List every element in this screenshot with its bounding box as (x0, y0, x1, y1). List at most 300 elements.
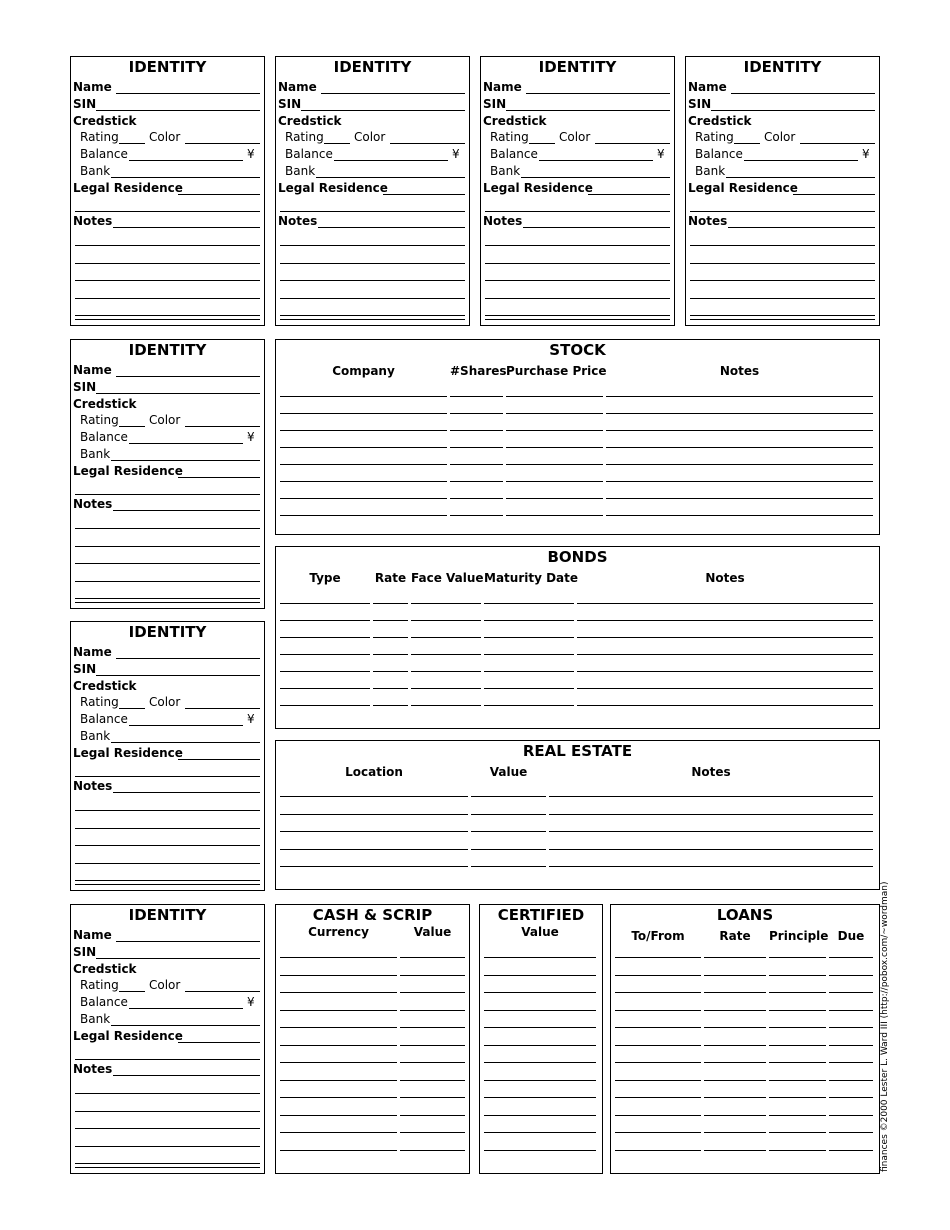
table-cell-line[interactable] (280, 1080, 397, 1081)
table-cell-line[interactable] (606, 498, 873, 499)
table-cell-line[interactable] (280, 992, 397, 993)
bank-field[interactable] (316, 177, 465, 178)
table-cell-line[interactable] (549, 814, 873, 815)
name-label: Name (483, 80, 522, 94)
bank-field[interactable] (111, 1025, 260, 1026)
legal-residence-field-2[interactable] (75, 494, 260, 495)
table-cell-line[interactable] (471, 866, 546, 867)
notes-line[interactable] (75, 1111, 260, 1112)
table-cell-line[interactable] (769, 992, 826, 993)
sin-field[interactable] (96, 958, 260, 959)
table-cell-line[interactable] (450, 498, 503, 499)
notes-field[interactable] (113, 792, 260, 793)
notes-line[interactable] (75, 884, 260, 885)
table-cell-line[interactable] (615, 957, 701, 958)
table-cell-line[interactable] (484, 1097, 596, 1098)
table-cell-line[interactable] (704, 1027, 766, 1028)
legal-residence-field[interactable] (178, 477, 260, 478)
table-cell-line[interactable] (450, 396, 503, 397)
notes-line[interactable] (690, 263, 875, 264)
bank-field[interactable] (111, 742, 260, 743)
table-cell-line[interactable] (606, 447, 873, 448)
balance-field[interactable] (129, 443, 243, 444)
table-cell-line[interactable] (280, 515, 447, 516)
balance-field[interactable] (129, 160, 243, 161)
notes-line[interactable] (485, 245, 670, 246)
table-cell-line[interactable] (829, 1115, 873, 1116)
legal-residence-label: Legal Residence (688, 181, 798, 195)
table-cell-line[interactable] (280, 671, 370, 672)
color-label: Color (149, 695, 181, 709)
table-cell-line[interactable] (411, 620, 481, 621)
notes-line[interactable] (75, 563, 260, 564)
table-cell-line[interactable] (450, 481, 503, 482)
notes-line[interactable] (485, 298, 670, 299)
table-cell-line[interactable] (829, 1027, 873, 1028)
name-field[interactable] (526, 93, 670, 94)
legal-residence-field-2[interactable] (485, 211, 670, 212)
sin-label: SIN (73, 662, 97, 676)
table-cell-line[interactable] (577, 671, 873, 672)
table-cell-line[interactable] (280, 1132, 397, 1133)
section-title: IDENTITY (128, 58, 207, 76)
table-cell-line[interactable] (549, 796, 873, 797)
table-cell-line[interactable] (373, 637, 408, 638)
table-cell-line[interactable] (280, 705, 370, 706)
table-cell-line[interactable] (606, 464, 873, 465)
color-field[interactable] (390, 143, 465, 144)
color-field[interactable] (595, 143, 670, 144)
notes-field[interactable] (523, 227, 670, 228)
name-field[interactable] (116, 93, 260, 94)
table-cell-line[interactable] (280, 849, 468, 850)
table-cell-line[interactable] (829, 1062, 873, 1063)
table-cell-line[interactable] (400, 1080, 465, 1081)
legal-residence-field-2[interactable] (75, 1059, 260, 1060)
table-cell-line[interactable] (704, 1150, 766, 1151)
yen-symbol: ¥ (862, 147, 870, 161)
legal-residence-field-2[interactable] (280, 211, 465, 212)
table-cell-line[interactable] (615, 975, 701, 976)
column-header: Maturity Date (484, 571, 579, 585)
table-cell-line[interactable] (829, 992, 873, 993)
notes-line[interactable] (75, 280, 260, 281)
table-cell-line[interactable] (484, 1045, 596, 1046)
table-cell-line[interactable] (506, 413, 603, 414)
table-cell-line[interactable] (484, 957, 596, 958)
table-cell-line[interactable] (769, 1062, 826, 1063)
table-cell-line[interactable] (280, 1045, 397, 1046)
notes-line[interactable] (75, 528, 260, 529)
table-cell-line[interactable] (411, 637, 481, 638)
color-field[interactable] (800, 143, 875, 144)
table-cell-line[interactable] (704, 975, 766, 976)
table-cell-line[interactable] (769, 1010, 826, 1011)
table-cell-line[interactable] (506, 515, 603, 516)
table-cell-line[interactable] (484, 1080, 596, 1081)
section-title: IDENTITY (333, 58, 412, 76)
rating-field[interactable] (119, 143, 145, 144)
rating-label: Rating (285, 130, 324, 144)
sin-field[interactable] (96, 675, 260, 676)
sin-field[interactable] (96, 393, 260, 394)
notes-line[interactable] (75, 810, 260, 811)
table-cell-line[interactable] (615, 1045, 701, 1046)
sin-label: SIN (73, 380, 97, 394)
table-cell-line[interactable] (471, 796, 546, 797)
sin-field[interactable] (301, 110, 465, 111)
table-cell-line[interactable] (400, 992, 465, 993)
table-cell-line[interactable] (400, 1132, 465, 1133)
table-cell-line[interactable] (769, 1080, 826, 1081)
table-cell-line[interactable] (411, 688, 481, 689)
rating-field[interactable] (529, 143, 555, 144)
notes-line[interactable] (75, 1167, 260, 1168)
notes-line[interactable] (75, 845, 260, 846)
color-field[interactable] (185, 143, 260, 144)
bank-field[interactable] (111, 177, 260, 178)
table-cell-line[interactable] (280, 637, 370, 638)
table-cell-line[interactable] (506, 430, 603, 431)
section-title: IDENTITY (743, 58, 822, 76)
table-cell-line[interactable] (484, 1027, 596, 1028)
table-cell-line[interactable] (484, 671, 574, 672)
table-cell-line[interactable] (615, 1132, 701, 1133)
rating-field[interactable] (119, 426, 145, 427)
table-cell-line[interactable] (400, 1115, 465, 1116)
table-cell-line[interactable] (615, 1150, 701, 1151)
table-cell-line[interactable] (577, 654, 873, 655)
table-cell-line[interactable] (769, 1150, 826, 1151)
notes-line[interactable] (75, 1093, 260, 1094)
table-cell-line[interactable] (411, 654, 481, 655)
table-cell-line[interactable] (615, 1097, 701, 1098)
notes-line[interactable] (690, 319, 875, 320)
color-label: Color (149, 130, 181, 144)
notes-line[interactable] (280, 280, 465, 281)
notes-label: Notes (73, 214, 113, 228)
table-cell-line[interactable] (484, 975, 596, 976)
notes-line[interactable] (75, 1163, 260, 1164)
legal-residence-label: Legal Residence (73, 1029, 183, 1043)
name-field[interactable] (116, 658, 260, 659)
table-cell-line[interactable] (373, 620, 408, 621)
table-cell-line[interactable] (704, 1115, 766, 1116)
name-field[interactable] (116, 941, 260, 942)
table-cell-line[interactable] (484, 1150, 596, 1151)
name-field[interactable] (731, 93, 875, 94)
balance-label: Balance (80, 147, 128, 161)
table-cell-line[interactable] (400, 975, 465, 976)
notes-line[interactable] (75, 315, 260, 316)
color-field[interactable] (185, 991, 260, 992)
color-field[interactable] (185, 426, 260, 427)
table-cell-line[interactable] (484, 705, 574, 706)
table-cell-line[interactable] (280, 464, 447, 465)
table-cell-line[interactable] (400, 1062, 465, 1063)
legal-residence-field[interactable] (793, 194, 875, 195)
notes-field[interactable] (113, 1075, 260, 1076)
table-cell-line[interactable] (769, 975, 826, 976)
table-cell-line[interactable] (606, 481, 873, 482)
table-cell-line[interactable] (400, 1045, 465, 1046)
table-cell-line[interactable] (506, 481, 603, 482)
table-cell-line[interactable] (280, 975, 397, 976)
legal-residence-field[interactable] (383, 194, 465, 195)
notes-line[interactable] (75, 319, 260, 320)
yen-symbol: ¥ (247, 995, 255, 1009)
table-cell-line[interactable] (615, 992, 701, 993)
table-cell-line[interactable] (615, 1115, 701, 1116)
notes-line[interactable] (690, 245, 875, 246)
table-cell-line[interactable] (411, 705, 481, 706)
sin-field[interactable] (506, 110, 670, 111)
table-cell-line[interactable] (471, 814, 546, 815)
table-cell-line[interactable] (549, 849, 873, 850)
table-cell-line[interactable] (373, 705, 408, 706)
table-cell-line[interactable] (373, 603, 408, 604)
table-cell-line[interactable] (549, 831, 873, 832)
notes-line[interactable] (75, 263, 260, 264)
table-cell-line[interactable] (373, 654, 408, 655)
legal-residence-field[interactable] (588, 194, 670, 195)
table-cell-line[interactable] (829, 957, 873, 958)
table-cell-line[interactable] (280, 957, 397, 958)
table-cell-line[interactable] (506, 498, 603, 499)
rating-field[interactable] (119, 991, 145, 992)
column-header: Value (521, 925, 559, 939)
balance-field[interactable] (129, 725, 243, 726)
certified-section (479, 904, 603, 1174)
table-cell-line[interactable] (704, 957, 766, 958)
table-cell-line[interactable] (280, 1062, 397, 1063)
table-cell-line[interactable] (280, 866, 468, 867)
notes-line[interactable] (75, 1146, 260, 1147)
notes-line[interactable] (485, 263, 670, 264)
table-cell-line[interactable] (280, 1010, 397, 1011)
table-cell-line[interactable] (484, 1010, 596, 1011)
table-cell-line[interactable] (615, 1080, 701, 1081)
table-cell-line[interactable] (280, 814, 468, 815)
table-cell-line[interactable] (484, 654, 574, 655)
table-cell-line[interactable] (484, 603, 574, 604)
bank-field[interactable] (111, 460, 260, 461)
table-cell-line[interactable] (280, 413, 447, 414)
notes-line[interactable] (280, 245, 465, 246)
notes-line[interactable] (75, 602, 260, 603)
balance-field[interactable] (129, 1008, 243, 1009)
table-cell-line[interactable] (704, 1045, 766, 1046)
notes-line[interactable] (690, 298, 875, 299)
table-cell-line[interactable] (769, 1027, 826, 1028)
balance-field[interactable] (334, 160, 448, 161)
notes-field[interactable] (113, 227, 260, 228)
table-cell-line[interactable] (704, 1080, 766, 1081)
table-cell-line[interactable] (577, 705, 873, 706)
table-cell-line[interactable] (280, 396, 447, 397)
table-cell-line[interactable] (450, 447, 503, 448)
legal-residence-field[interactable] (178, 759, 260, 760)
notes-line[interactable] (75, 546, 260, 547)
notes-line[interactable] (690, 280, 875, 281)
table-cell-line[interactable] (484, 1062, 596, 1063)
table-cell-line[interactable] (400, 1097, 465, 1098)
table-cell-line[interactable] (450, 515, 503, 516)
table-cell-line[interactable] (829, 975, 873, 976)
identity-card (70, 56, 265, 326)
table-cell-line[interactable] (704, 1132, 766, 1133)
notes-line[interactable] (485, 280, 670, 281)
notes-line[interactable] (485, 315, 670, 316)
balance-field[interactable] (744, 160, 858, 161)
table-cell-line[interactable] (829, 1010, 873, 1011)
notes-line[interactable] (75, 1128, 260, 1129)
table-cell-line[interactable] (280, 603, 370, 604)
table-cell-line[interactable] (577, 603, 873, 604)
color-field[interactable] (185, 708, 260, 709)
legal-residence-field[interactable] (178, 1042, 260, 1043)
table-cell-line[interactable] (280, 688, 370, 689)
rating-field[interactable] (734, 143, 760, 144)
notes-field[interactable] (318, 227, 465, 228)
legal-residence-field-2[interactable] (75, 776, 260, 777)
yen-symbol: ¥ (247, 430, 255, 444)
table-cell-line[interactable] (549, 866, 873, 867)
notes-line[interactable] (280, 263, 465, 264)
table-cell-line[interactable] (615, 1010, 701, 1011)
legal-residence-field-2[interactable] (75, 211, 260, 212)
table-cell-line[interactable] (450, 464, 503, 465)
table-cell-line[interactable] (506, 447, 603, 448)
table-cell-line[interactable] (400, 1010, 465, 1011)
table-cell-line[interactable] (484, 1132, 596, 1133)
notes-line[interactable] (280, 319, 465, 320)
table-cell-line[interactable] (280, 620, 370, 621)
notes-line[interactable] (690, 315, 875, 316)
table-cell-line[interactable] (704, 992, 766, 993)
bonds-section (275, 546, 880, 729)
table-cell-line[interactable] (829, 1045, 873, 1046)
table-cell-line[interactable] (280, 1097, 397, 1098)
table-cell-line[interactable] (704, 1010, 766, 1011)
table-cell-line[interactable] (400, 957, 465, 958)
table-cell-line[interactable] (829, 1150, 873, 1151)
name-label: Name (278, 80, 317, 94)
table-cell-line[interactable] (450, 430, 503, 431)
table-cell-line[interactable] (506, 464, 603, 465)
name-field[interactable] (321, 93, 465, 94)
balance-label: Balance (695, 147, 743, 161)
table-cell-line[interactable] (411, 603, 481, 604)
table-cell-line[interactable] (615, 1027, 701, 1028)
table-cell-line[interactable] (606, 515, 873, 516)
bank-field[interactable] (726, 177, 875, 178)
table-cell-line[interactable] (471, 831, 546, 832)
table-cell-line[interactable] (577, 688, 873, 689)
table-cell-line[interactable] (280, 654, 370, 655)
bank-label: Bank (80, 447, 111, 461)
notes-line[interactable] (75, 581, 260, 582)
table-cell-line[interactable] (769, 1097, 826, 1098)
table-cell-line[interactable] (704, 1062, 766, 1063)
sin-field[interactable] (96, 110, 260, 111)
notes-line[interactable] (280, 298, 465, 299)
notes-line[interactable] (485, 319, 670, 320)
table-cell-line[interactable] (411, 671, 481, 672)
table-cell-line[interactable] (615, 1062, 701, 1063)
table-cell-line[interactable] (400, 1150, 465, 1151)
table-cell-line[interactable] (280, 831, 468, 832)
table-cell-line[interactable] (373, 688, 408, 689)
rating-field[interactable] (119, 708, 145, 709)
notes-line[interactable] (75, 880, 260, 881)
table-cell-line[interactable] (484, 688, 574, 689)
table-cell-line[interactable] (280, 1150, 397, 1151)
table-cell-line[interactable] (280, 1027, 397, 1028)
table-cell-line[interactable] (704, 1097, 766, 1098)
table-cell-line[interactable] (577, 620, 873, 621)
legal-residence-field-2[interactable] (690, 211, 875, 212)
table-cell-line[interactable] (606, 396, 873, 397)
notes-line[interactable] (75, 828, 260, 829)
notes-field[interactable] (728, 227, 875, 228)
table-cell-line[interactable] (280, 430, 447, 431)
table-cell-line[interactable] (829, 1080, 873, 1081)
table-cell-line[interactable] (606, 413, 873, 414)
table-cell-line[interactable] (577, 637, 873, 638)
table-cell-line[interactable] (769, 1045, 826, 1046)
table-cell-line[interactable] (280, 481, 447, 482)
notes-line[interactable] (75, 863, 260, 864)
notes-line[interactable] (75, 598, 260, 599)
notes-line[interactable] (75, 298, 260, 299)
table-cell-line[interactable] (280, 1115, 397, 1116)
balance-field[interactable] (539, 160, 653, 161)
rating-label: Rating (490, 130, 529, 144)
table-cell-line[interactable] (280, 498, 447, 499)
bank-field[interactable] (521, 177, 670, 178)
table-cell-line[interactable] (829, 1132, 873, 1133)
table-cell-line[interactable] (400, 1027, 465, 1028)
table-cell-line[interactable] (280, 796, 468, 797)
table-cell-line[interactable] (506, 396, 603, 397)
table-cell-line[interactable] (769, 1115, 826, 1116)
table-cell-line[interactable] (484, 992, 596, 993)
rating-field[interactable] (324, 143, 350, 144)
table-cell-line[interactable] (373, 671, 408, 672)
column-header: Value (489, 765, 528, 779)
notes-field[interactable] (113, 510, 260, 511)
table-cell-line[interactable] (769, 957, 826, 958)
table-cell-line[interactable] (829, 1097, 873, 1098)
legal-residence-field[interactable] (178, 194, 260, 195)
table-cell-line[interactable] (484, 1115, 596, 1116)
sin-field[interactable] (711, 110, 875, 111)
table-cell-line[interactable] (606, 430, 873, 431)
table-cell-line[interactable] (484, 637, 574, 638)
notes-line[interactable] (280, 315, 465, 316)
name-field[interactable] (116, 376, 260, 377)
table-cell-line[interactable] (450, 413, 503, 414)
notes-line[interactable] (75, 245, 260, 246)
table-cell-line[interactable] (769, 1132, 826, 1133)
table-cell-line[interactable] (471, 849, 546, 850)
table-cell-line[interactable] (484, 620, 574, 621)
credstick-label: Credstick (278, 114, 342, 128)
table-cell-line[interactable] (280, 447, 447, 448)
column-header: #Shares (450, 364, 507, 378)
balance-label: Balance (80, 430, 128, 444)
